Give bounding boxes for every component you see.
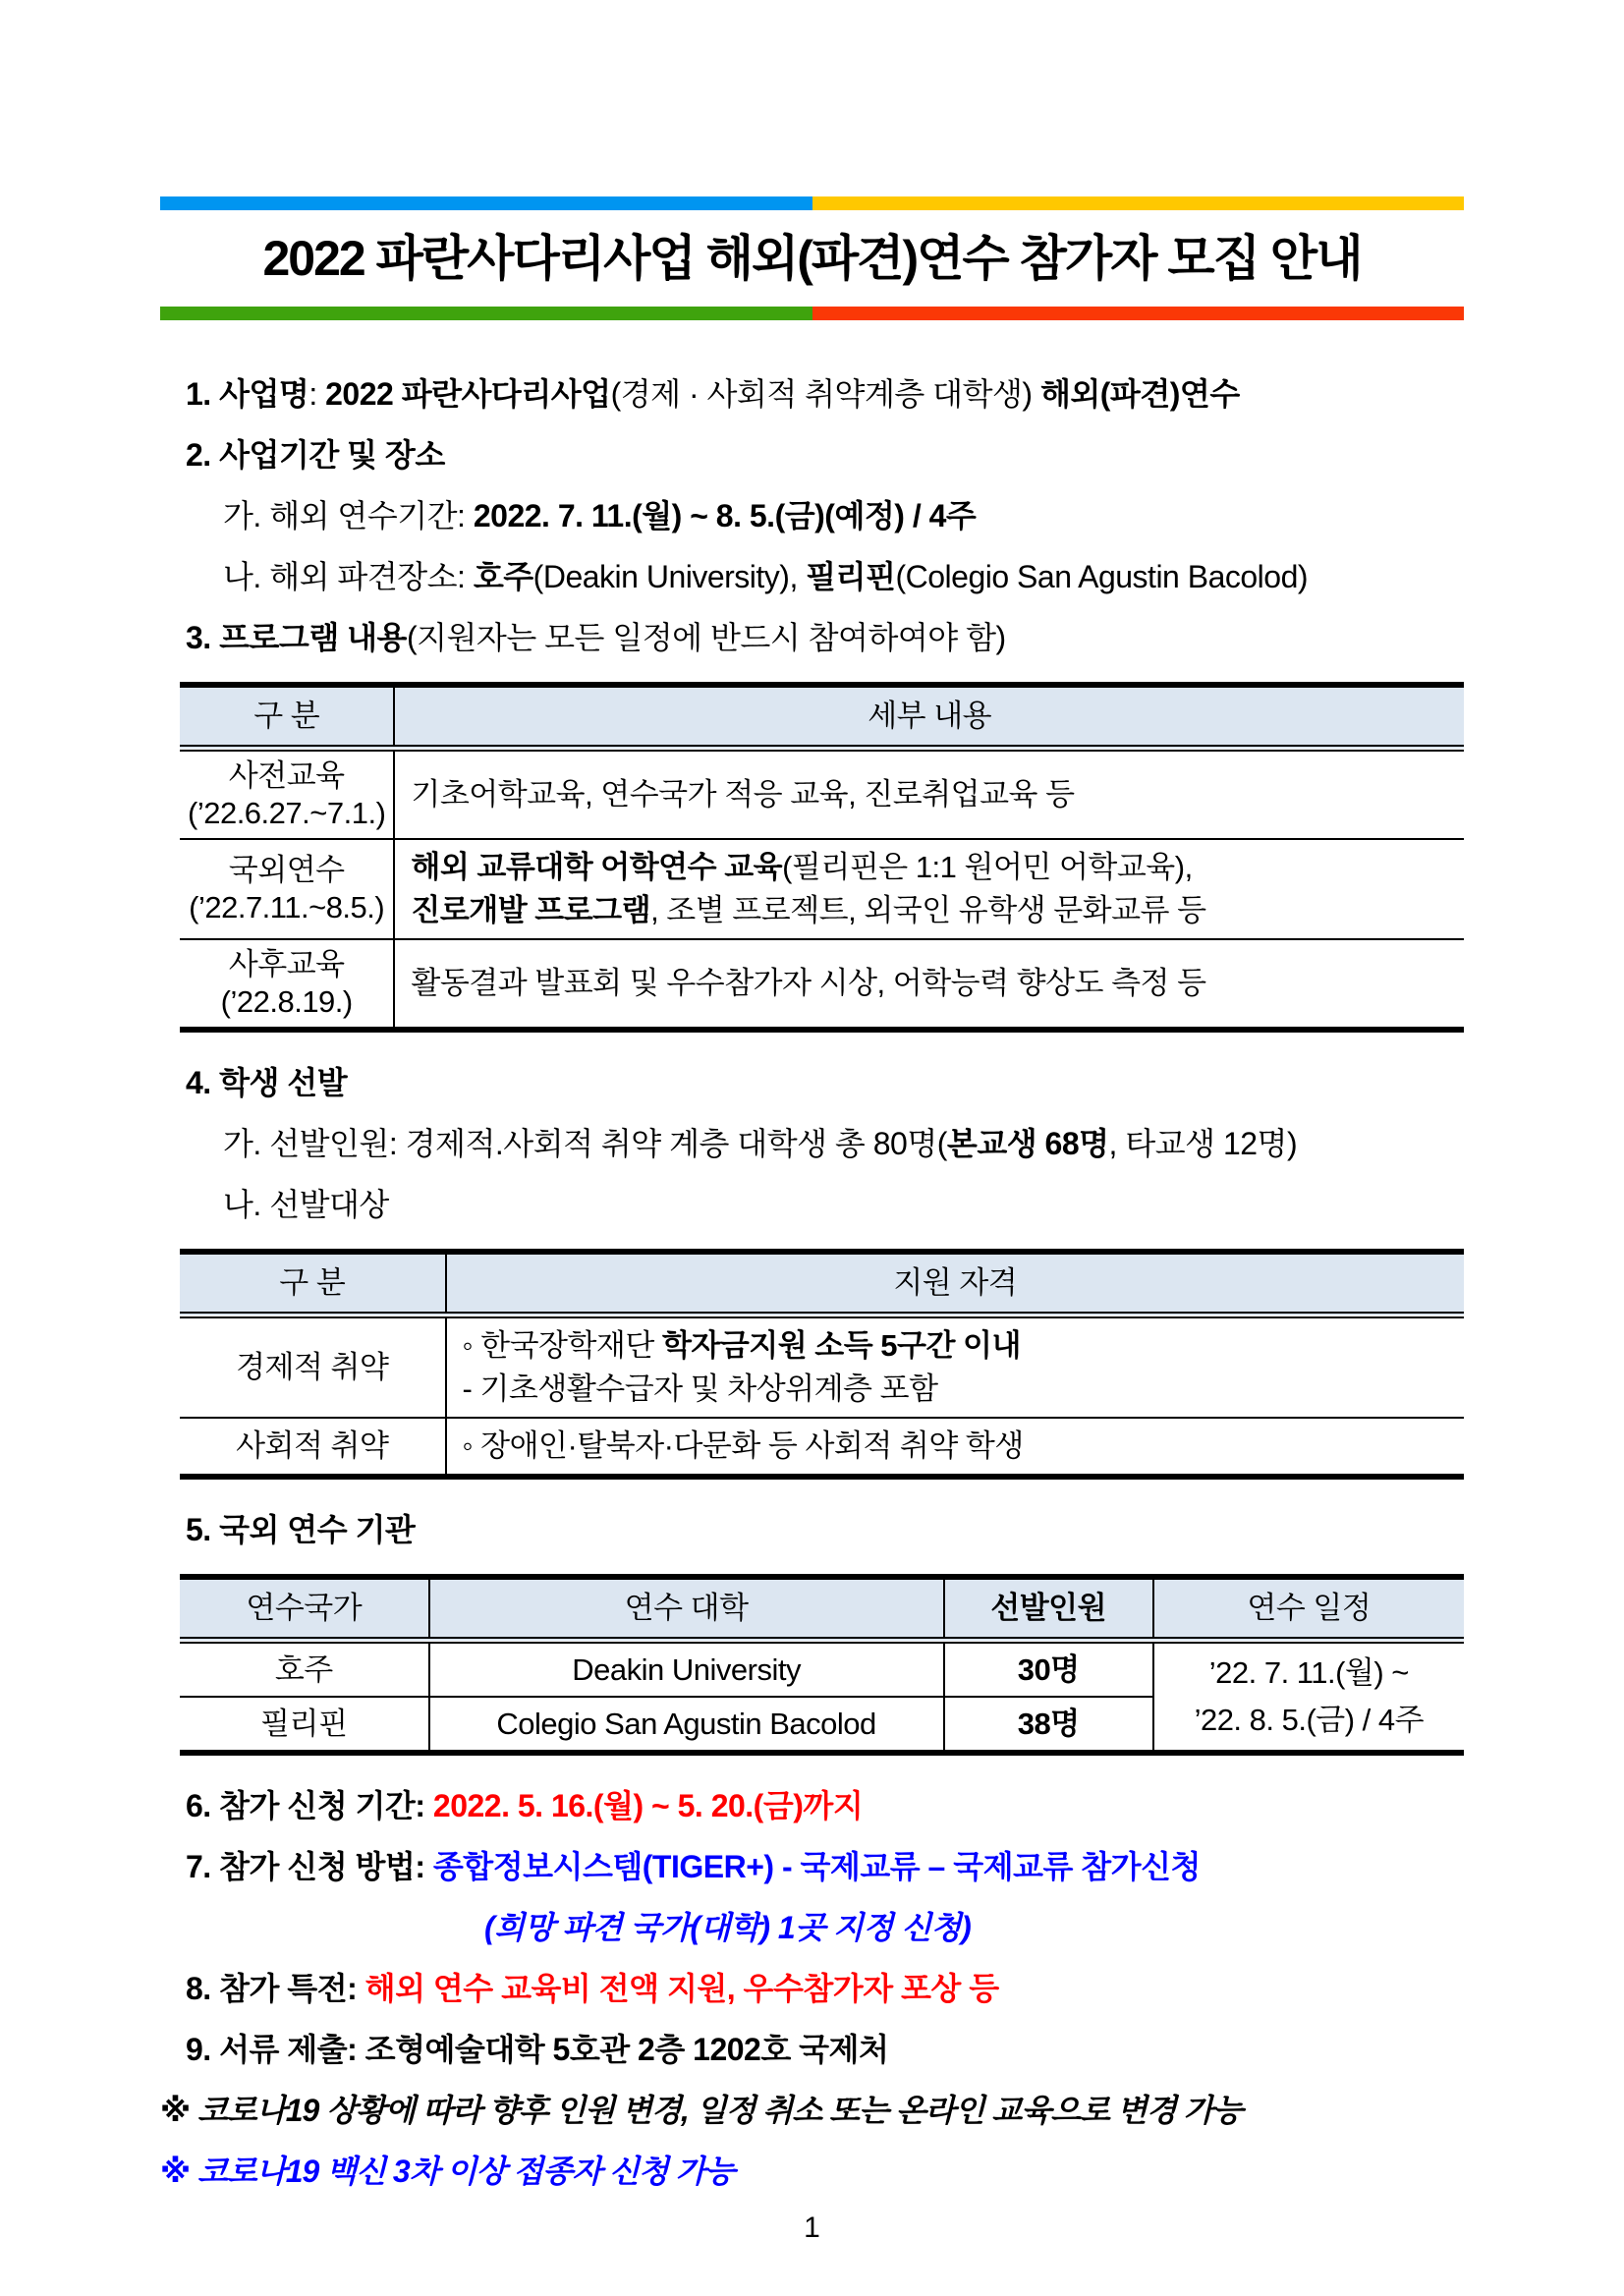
- section-2-label: 2. 사업기간 및 장소: [186, 437, 445, 473]
- period-prefix: 가. 해외 연수기간:: [223, 498, 474, 533]
- section-2-item-ga-period: [160, 495, 1464, 536]
- program-row3-detail: 활동결과 발표회 및 우수참가자 시상, 어학능력 향상도 측정 등: [394, 939, 1464, 1030]
- program-row3-cat-date: (’22.8.19.): [220, 984, 353, 1019]
- program-row2-cat-date: (’22.7.11.~8.5.): [189, 890, 385, 924]
- covid-note-1: ※ 코로나19 상황에 따라 향후 인원 변경, 일정 취소 또는 온라인 교육으로 변경 가능: [160, 2093, 1243, 2128]
- institutions-row1-count: 30명: [944, 1641, 1153, 1698]
- institutions-table-wrap: [180, 1574, 1464, 1756]
- section-7-method-blue: 종합정보시스템(TIGER+) - 국제교류 – 국제교류 참가신청: [432, 1849, 1201, 1884]
- institutions-header-schedule: 연수 일정: [1153, 1577, 1464, 1641]
- section-7-sub-note-text: (희망 파견 국가(대학) 1곳 지정 신청): [484, 1910, 972, 1945]
- elig-line1-bold: 학자금지원 소득 5구간 이내: [661, 1328, 1021, 1363]
- institutions-row2-university: Colegio San Agustin Bacolod: [429, 1697, 944, 1753]
- program-row3-cat-name: 사후교육: [228, 947, 345, 981]
- period-dates: 2022. 7. 11.(월) ~ 8. 5.(금)(예정) / 4주: [473, 498, 977, 533]
- institutions-row2-country: 필리핀: [180, 1697, 429, 1753]
- section-7-label: 7. 참가 신청 방법:: [186, 1849, 433, 1884]
- program-row2-cat-name: 국외연수: [228, 853, 345, 887]
- section-8-benefits: [160, 1968, 1464, 2009]
- institutions-row1-university: Deakin University: [429, 1641, 944, 1698]
- section-6-label: 6. 참가 신청 기간:: [186, 1788, 433, 1823]
- section-6-period-red: 2022. 5. 16.(월) ~ 5. 20.(금)까지: [432, 1788, 864, 1823]
- institutions-row1-country: 호주: [274, 1652, 333, 1687]
- table-row: [180, 1316, 1464, 1419]
- section-6-application-period: [160, 1785, 1464, 1826]
- location-philippines: 필리핀: [806, 559, 896, 594]
- program-row1-category: [180, 749, 394, 840]
- target-label: 나. 선발대상: [223, 1187, 389, 1222]
- institutions-header-university: 연수 대학: [429, 1577, 944, 1641]
- detail-norm-language: (필리핀은 1:1 원어민 어학교육),: [782, 850, 1193, 884]
- institutions-schedule-cell: [1153, 1641, 1464, 1754]
- section-1-colon: :: [308, 376, 326, 412]
- elig-line1-prefix: ◦ 한국장학재단: [462, 1328, 662, 1363]
- institutions-table-header-row: [180, 1577, 1464, 1641]
- section-4-item-na-target: [160, 1184, 1464, 1225]
- page-title: 2022 파란사다리사업 해외(파견)연수 참가자 모집 안내: [262, 231, 1362, 286]
- covid-note-2: ※ 코로나19 백신 3차 이상 접종자 신청 가능: [160, 2154, 735, 2189]
- section-1-overseas-bold: 해외(파견)연수: [1039, 376, 1240, 412]
- schedule-line2: ’22. 8. 5.(금) / 4주: [1194, 1703, 1425, 1737]
- title-top-bar: [160, 196, 1464, 210]
- program-header-category: 구 분: [180, 685, 394, 749]
- title-bar-yellow-segment: [812, 196, 1465, 210]
- eligibility-row2-category: 사회적 취약: [180, 1418, 446, 1477]
- title-bar-blue-segment: [160, 196, 812, 210]
- program-table-header-row: [180, 685, 1464, 749]
- program-row1-cat-name: 사전교육: [228, 758, 345, 793]
- eligibility-row1-line2: - 기초생활수급자 및 차상위계층 포함: [462, 1372, 938, 1406]
- eligibility-header-category: 구 분: [180, 1252, 446, 1316]
- eligibility-row1-detail: [446, 1316, 1464, 1419]
- section-1-label: 1. 사업명: [186, 376, 309, 412]
- table-row: [180, 1418, 1464, 1477]
- location-australia: 호주: [473, 559, 533, 594]
- section-5-heading: [160, 1509, 1464, 1550]
- institutions-table: [180, 1574, 1464, 1756]
- section-2-item-na-locations: [160, 556, 1464, 597]
- location-prefix: 나. 해외 파견장소:: [223, 559, 474, 594]
- eligibility-row2-detail: ◦ 장애인·탈북자·다문화 등 사회적 취약 학생: [446, 1418, 1464, 1477]
- program-row1-cat-date: (’22.6.27.~7.1.): [188, 796, 386, 830]
- program-row2-detail-line1: [411, 846, 1456, 889]
- footnotes: [160, 2090, 1464, 2192]
- detail-bold-language: 해외 교류대학 어학연수 교육: [411, 850, 783, 884]
- top-margin: [160, 0, 1464, 196]
- table-row: [180, 939, 1464, 1030]
- section-3-label: 3. 프로그램 내용: [186, 620, 407, 655]
- program-row2-detail-line2: [411, 889, 1456, 932]
- institutions-header-count: 선발인원: [944, 1577, 1153, 1641]
- quota-prefix: 가. 선발인원: 경제적.사회적 취약 계층 대학생 총 80명(: [223, 1126, 947, 1161]
- title-bar-red-segment: [812, 307, 1465, 320]
- detail-bold-career: 진로개발 프로그램: [411, 893, 651, 927]
- section-4-heading: [160, 1062, 1464, 1103]
- quota-suffix: , 타교생 12명): [1108, 1126, 1298, 1161]
- eligibility-table-header-row: [180, 1252, 1464, 1316]
- section-1-project-name: [160, 373, 1464, 415]
- section-9-address-bold: 조형예술대학 5호관 2층 1202호 국제처: [364, 2032, 889, 2067]
- section-7-application-method: [160, 1846, 1464, 1887]
- quota-bold: 본교생 68명: [946, 1126, 1109, 1161]
- program-header-detail: 세부 내용: [394, 685, 1464, 749]
- section-1-paren-text: (경제 · 사회적 취약계층 대학생): [610, 376, 1040, 412]
- eligibility-row1-line1: [463, 1324, 1456, 1368]
- section-5-label: 5. 국외 연수 기관: [186, 1512, 416, 1547]
- table-row: [180, 839, 1464, 939]
- detail-norm-career: , 조별 프로젝트, 외국인 유학생 문화교류 등: [650, 893, 1206, 927]
- program-table: [180, 682, 1464, 1033]
- section-3-heading: [160, 617, 1464, 658]
- section-4-label: 4. 학생 선발: [186, 1065, 348, 1100]
- title-bottom-bar: [160, 307, 1464, 320]
- eligibility-row1-category: 경제적 취약: [236, 1350, 389, 1384]
- eligibility-header-qualification: 지원 자격: [446, 1252, 1464, 1316]
- section-8-label: 8. 참가 특전:: [186, 1971, 365, 2006]
- section-2-heading: [160, 434, 1464, 476]
- institutions-header-country: 연수국가: [180, 1577, 429, 1641]
- program-row2-category: [180, 839, 394, 939]
- program-row2-detail: [394, 839, 1464, 939]
- program-row3-category: [180, 939, 394, 1030]
- page-number: 1: [804, 2212, 820, 2244]
- document-content: [160, 0, 1464, 2249]
- program-table-wrap: [180, 682, 1464, 1033]
- section-8-benefits-red: 해외 연수 교육비 전액 지원, 우수참가자 포상 등: [364, 1971, 999, 2006]
- title-bar-green-segment: [160, 307, 812, 320]
- program-row1-detail: 기초어학교육, 연수국가 적응 교육, 진로취업교육 등: [394, 749, 1464, 840]
- eligibility-table-wrap: [180, 1249, 1464, 1480]
- eligibility-table: [180, 1249, 1464, 1480]
- institutions-row2-count: 38명: [944, 1697, 1153, 1753]
- section-9-label: 9. 서류 제출:: [186, 2032, 365, 2067]
- section-9-document-submission: [160, 2029, 1464, 2070]
- section-1-project-bold: 2022 파란사다리사업: [325, 376, 611, 412]
- schedule-line1: ’22. 7. 11.(월) ~: [1208, 1655, 1409, 1690]
- table-row: [180, 749, 1464, 840]
- section-4-item-ga-quota: [160, 1123, 1464, 1164]
- location-philippines-univ: (Colegio San Agustin Bacolod): [895, 559, 1309, 594]
- table-row: [180, 1641, 1464, 1698]
- location-australia-univ: (Deakin University),: [532, 559, 807, 594]
- section-3-suffix: (지원자는 모든 일정에 반드시 참여하여야 함): [406, 620, 1006, 655]
- section-7-sub-note: [160, 1907, 1464, 1948]
